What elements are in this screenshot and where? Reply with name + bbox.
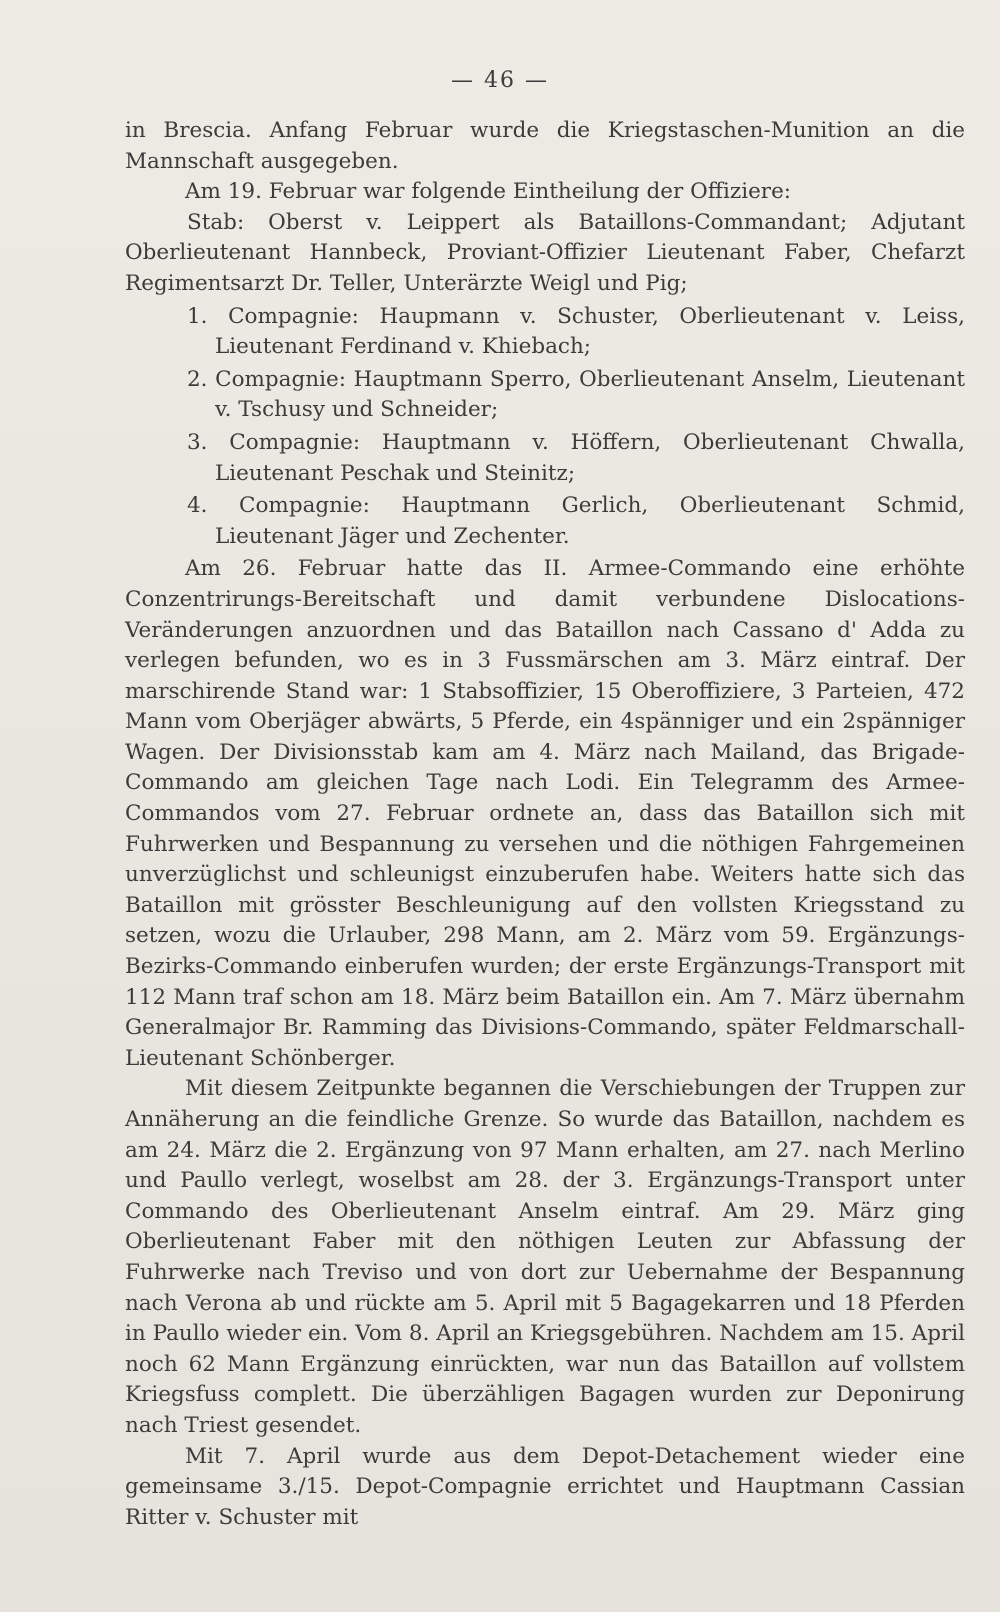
paragraph-intro: in Brescia. Anfang Februar wurde die Kriegstaschen-Munition an die Mannschaft ausgegeben. (125, 118, 965, 174)
company-3: 3. Compagnie: Hauptmann v. Höffern, Oberlieutenant Chwalla, Lieutenant Peschak und Steinitz; (187, 429, 965, 486)
page-number: — 46 — (451, 68, 549, 93)
paragraph-stab: Stab: Oberst v. Leippert als Bataillons-Commandant; Adjutant Oberlieutenant Hannbeck, Proviant-Offizier Lieutenant Faber, Chefarzt Regimentsarzt Dr. Teller, Unterärzte Weigl und Pig; (125, 209, 965, 296)
company-2: 2. Compagnie: Hauptmann Sperro, Oberlieutenant Anselm, Lieutenant v. Tschusy und Schneider; (187, 366, 965, 423)
paragraph-eintheilung: Am 19. Februar war folgende Eintheilung der Offiziere: (185, 179, 792, 205)
body-text (125, 116, 965, 1533)
paragraph-armee-commando: Am 26. Februar hatte das II. Armee-Commando eine erhöhte Conzentrirungs-Bereitschaft und damit verbundene Dislocations-Veränderungen anzuordnen und das Bataillon nach Cassano d' Adda zu verlegen befunden, wo es in 3 Fussmärschen am 3. März eintraf. Der marschirende Stand war: 1 Stabsoffizier, 15 Oberoffiziere, 3 Parteien, 472 Mann vom Oberjäger abwärts, 5 Pferde, ein 4spänniger und ein 2spänniger Wagen. Der Divisionsstab kam am 4. März nach Mailand, das Brigade-Commando am gleichen Tage nach Lodi. Ein Telegramm des Armee-Commandos vom 27. Februar ordnete an, dass das Bataillon sich mit Fuhrwerken und Bespannung zu versehen und die nöthigen Fahrgemeinen unverzüglichst und schleunigst einzuberufen habe. Weiters hatte sich das Bataillon mit grösster Beschleunigung auf den vollsten Kriegsstand zu setzen, wozu die Urlauber, 298 Mann, am 2. März vom 59. Ergänzungs-Bezirks-Commando einberufen wurden; der erste Ergänzungs-Transport mit 112 Mann traf schon am 18. März beim Bataillon ein. Am 7. März übernahm Generalmajor Br. Ramming das Divisions-Commando, später Feldmarschall-Lieutenant Schönberger. (125, 556, 965, 1071)
paragraph-depot: Mit 7. April wurde aus dem Depot-Detachement wieder eine gemeinsame 3./15. Depot-Compagnie errichtet und Hauptmann Cassian Ritter v. Schuster mit (125, 1443, 965, 1530)
company-1: 1. Compagnie: Haupmann v. Schuster, Oberlieutenant v. Leiss, Lieutenant Ferdinand v. Khiebach; (187, 303, 965, 360)
paragraph-verschiebungen: Mit diesem Zeitpunkte begannen die Verschiebungen der Truppen zur Annäherung an die feindliche Grenze. So wurde das Bataillon, nachdem es am 24. März die 2. Ergänzung von 97 Mann erhalten, am 27. nach Merlino und Paullo verlegt, woselbst am 28. der 3. Ergänzungs-Transport unter Commando des Oberlieutenant Anselm eintraf. Am 29. März ging Oberlieutenant Faber mit den nöthigen Leuten zur Abfassung der Fuhrwerke nach Treviso und von dort zur Uebernahme der Bespannung nach Verona ab und rückte am 5. April mit 5 Bagagekarren und 18 Pferden in Paullo wieder ein. Vom 8. April an Kriegsgebühren. Nachdem am 15. April noch 62 Mann Ergänzung einrückten, war nun das Bataillon auf vollstem Kriegsfuss complett. Die überzähligen Bagagen wurden zur Deponirung nach Triest gesendet. (125, 1076, 965, 1438)
company-4: 4. Compagnie: Hauptmann Gerlich, Oberlieutenant Schmid, Lieutenant Jäger und Zechenter. (187, 493, 965, 549)
